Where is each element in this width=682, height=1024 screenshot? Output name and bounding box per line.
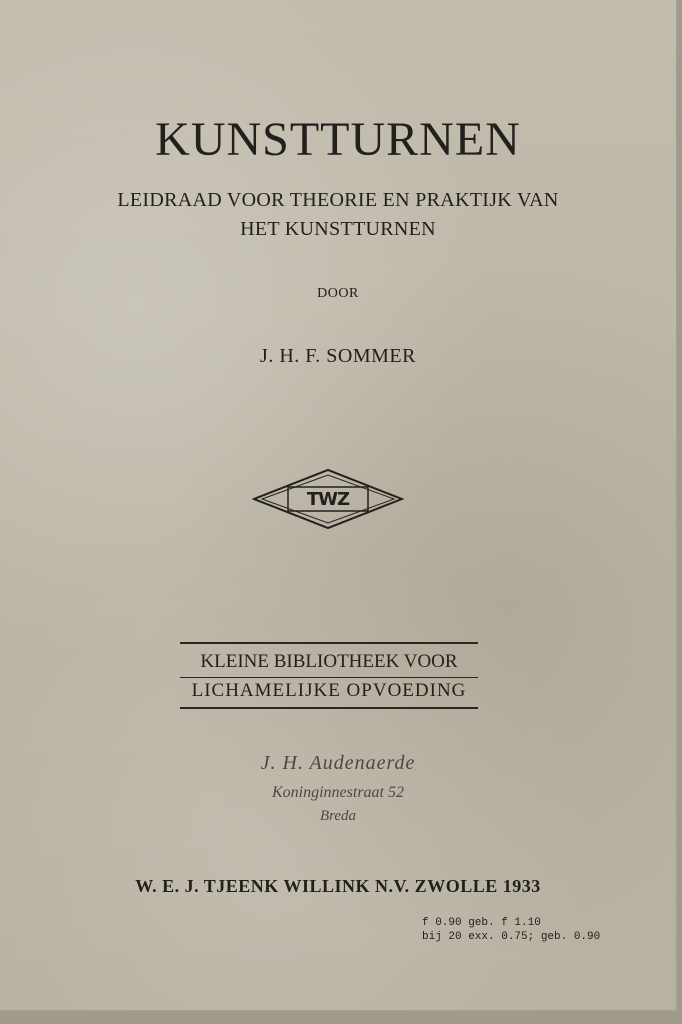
by-label: DOOR <box>317 286 359 301</box>
price-line-1: f 0.90 geb. f 1.10 <box>422 917 541 929</box>
author-name: J. H. F. SOMMER <box>260 345 416 367</box>
series-line-2: LICHAMELIJKE OPVOEDING <box>180 677 478 703</box>
logo-monogram: TWZ <box>306 488 350 510</box>
owner-stamp-name: J. H. Audenaerde <box>260 752 416 774</box>
series-box <box>180 642 478 709</box>
subtitle-line-2: HET KUNSTTURNEN <box>240 218 436 240</box>
owner-stamp-city: Breda <box>319 808 357 824</box>
owner-stamp-street: Koninginnestraat 52 <box>271 784 404 801</box>
publisher-logo-icon <box>252 468 404 530</box>
price-line-2: bij 20 exx. 0.75; geb. 0.90 <box>422 931 601 943</box>
book-title: KUNSTTURNEN <box>155 113 521 166</box>
book-subtitle <box>0 186 676 244</box>
series-line-1: KLEINE BIBLIOTHEEK VOOR <box>200 651 458 672</box>
publisher-line: W. E. J. TJEENK WILLINK N.V. ZWOLLE 1933 <box>135 876 541 896</box>
subtitle-line-1: LEIDRAAD VOOR THEORIE EN PRAKTIJK VAN <box>117 189 559 211</box>
